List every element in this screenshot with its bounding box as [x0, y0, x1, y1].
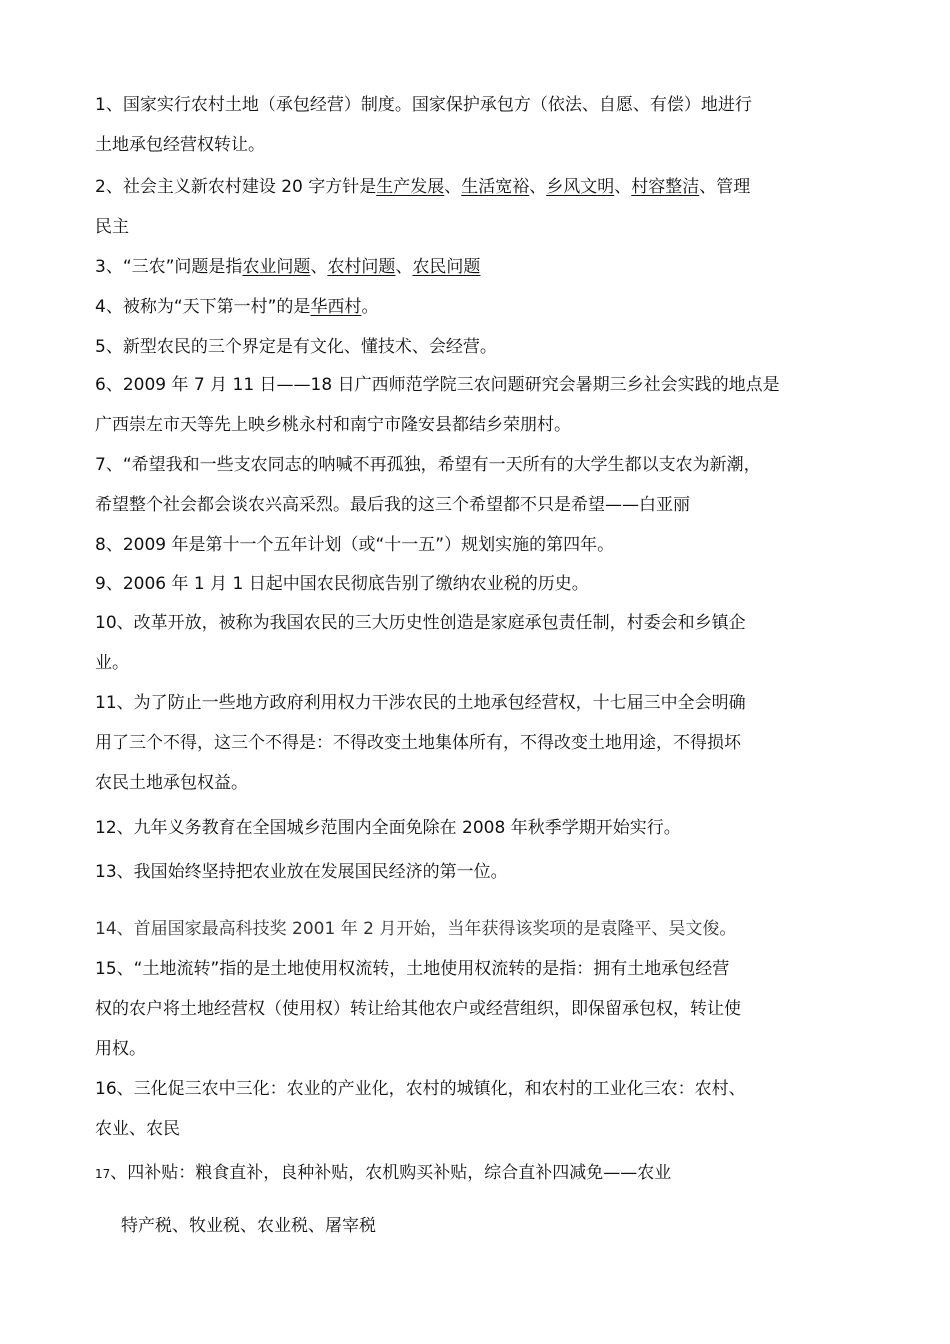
item-9-line-1 [95, 572, 589, 596]
item-17-line-2 [121, 1214, 376, 1238]
item-15-line-3 [95, 1037, 146, 1061]
item-11-line-1 [95, 691, 746, 715]
item-7-line-1 [95, 453, 761, 477]
item-17-line-1 [95, 1161, 671, 1186]
underlined-term: 乡风文明 [546, 177, 615, 197]
item-1-line-1 [95, 93, 752, 117]
underlined-term: 农民问题 [412, 257, 481, 277]
text-segment: 民主 [95, 217, 129, 237]
text-segment: 16、三化促三农中三化：农业的产业化，农村的城镇化，和农村的工业化三农：农村、 [95, 1079, 746, 1099]
text-segment: 17 [95, 1167, 111, 1181]
text-segment: 、 [444, 177, 462, 197]
underlined-term: 农村问题 [327, 257, 396, 277]
text-segment: 、四补贴：粮食直补，良种补贴，农机购买补贴，综合直补四减免——农业 [110, 1163, 672, 1183]
underlined-term: 农业问题 [242, 257, 311, 277]
item-16-line-2 [95, 1117, 180, 1141]
text-segment: 12、九年义务教育在全国城乡范围内全面免除在 2008 年秋季学期开始实行。 [95, 818, 681, 838]
text-segment: 权的农户将土地经营权（使用权）转让给其他农户或经营组织，即保留承包权，转让使 [95, 999, 741, 1019]
text-segment: 11、为了防止一些地方政府利用权力干涉农民的土地承包经营权，十七届三中全会明确 [95, 693, 746, 713]
item-12-line-1 [95, 816, 681, 840]
text-segment: 。 [361, 297, 379, 317]
item-5-line-1 [95, 335, 497, 359]
item-15-line-1 [95, 957, 729, 981]
text-segment: 、 [310, 257, 328, 277]
text-segment: 农业、农民 [95, 1119, 180, 1139]
text-segment: 、 [395, 257, 413, 277]
underlined-term: 生活宽裕 [461, 177, 530, 197]
text-segment: 3、“三农”问题是指 [95, 257, 243, 277]
text-segment: 、 [529, 177, 547, 197]
text-segment: 10、改革开放，被称为我国农民的三大历史性创造是家庭承包责任制，村委会和乡镇企 [95, 613, 746, 633]
text-segment: 7、“希望我和一些支农同志的呐喊不再孤独，希望有一天所有的大学生都以支农为新潮， [95, 455, 761, 475]
text-segment: 14、首届国家最高科技奖 2001 年 2 月开始，当年获得该奖项的是袁隆平、吴文俊。 [95, 919, 737, 939]
item-15-line-2 [95, 997, 741, 1021]
text-segment: 用权。 [95, 1039, 146, 1059]
item-4-line-1 [95, 295, 378, 319]
item-6-line-1 [95, 373, 780, 397]
text-segment: 、 [614, 177, 632, 197]
item-11-line-3 [95, 771, 248, 795]
text-segment: 1、国家实行农村土地（承包经营）制度。国家保护承包方（依法、自愿、有偿）地进行 [95, 95, 752, 115]
text-segment: 业。 [95, 653, 129, 673]
item-11-line-2 [95, 731, 741, 755]
underlined-term: 村容整洁 [631, 177, 700, 197]
item-14-line-1 [95, 917, 736, 941]
item-6-line-2 [95, 413, 571, 437]
text-segment: 13、我国始终坚持把农业放在发展国民经济的第一位。 [95, 862, 508, 882]
text-segment: 2、社会主义新农村建设 20 字方针是 [95, 177, 377, 197]
text-segment: 9、2006 年 1 月 1 日起中国农民彻底告别了缴纳农业税的历史。 [95, 574, 589, 594]
text-segment: 、管理 [699, 177, 751, 197]
item-2-line-2 [95, 215, 129, 239]
item-16-line-1 [95, 1077, 746, 1101]
text-segment: 15、“土地流转”指的是土地使用权流转，土地使用权流转的是指：拥有土地承包经营 [95, 959, 730, 979]
underlined-term: 生产发展 [376, 177, 445, 197]
item-1-line-2 [95, 133, 265, 157]
text-segment: 希望整个社会都会谈农兴高采烈。最后我的这三个希望都不只是希望——白亚丽 [95, 495, 690, 515]
item-10-line-1 [95, 611, 746, 635]
text-segment: 5、新型农民的三个界定是有文化、懂技术、会经营。 [95, 337, 497, 357]
text-segment: 8、2009 年是第十一个五年计划（或“十一五”）规划实施的第四年。 [95, 535, 615, 555]
text-segment: 特产税、牧业税、农业税、屠宰税 [121, 1216, 376, 1236]
text-segment: 6、2009 年 7 月 11 日——18 日广西师范学院三农问题研究会暑期三乡社会实践的地点是 [95, 375, 780, 395]
item-13-line-1 [95, 860, 508, 884]
text-segment: 农民土地承包权益。 [95, 773, 248, 793]
item-3-line-1 [95, 255, 480, 279]
text-segment: 土地承包经营权转让。 [95, 135, 265, 155]
item-7-line-2 [95, 493, 690, 517]
underlined-term: 华西村 [310, 297, 362, 317]
text-segment: 广西崇左市天等先上映乡桃永村和南宁市隆安县都结乡荣朋村。 [95, 415, 571, 435]
text-segment: 4、被称为“天下第一村”的是 [95, 297, 311, 317]
text-segment: 用了三个不得，这三个不得是：不得改变土地集体所有，不得改变土地用途，不得损坏 [95, 733, 741, 753]
item-8-line-1 [95, 533, 614, 557]
item-10-line-2 [95, 651, 129, 675]
item-2-line-1 [95, 175, 750, 199]
